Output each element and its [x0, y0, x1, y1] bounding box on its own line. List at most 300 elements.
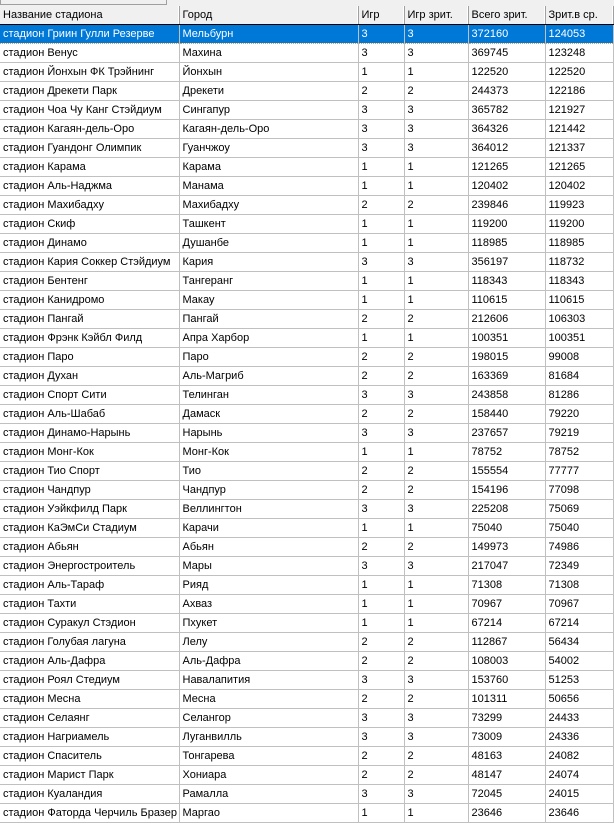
cell-stadium[interactable]: стадион Аль-Тараф — [0, 576, 179, 595]
cell-total-spectators[interactable]: 48163 — [468, 747, 545, 766]
cell-games[interactable]: 2 — [358, 367, 404, 386]
table-row[interactable] — [0, 557, 613, 576]
cell-city[interactable]: Ахваз — [179, 595, 358, 614]
cell-total-spectators[interactable]: 149973 — [468, 538, 545, 557]
cell-average-spectators[interactable]: 51253 — [545, 671, 613, 690]
cell-average-spectators[interactable]: 118343 — [545, 272, 613, 291]
cell-total-spectators[interactable]: 369745 — [468, 44, 545, 63]
cell-games-with-spectators[interactable]: 1 — [404, 177, 468, 196]
cell-total-spectators[interactable]: 243858 — [468, 386, 545, 405]
table-row[interactable] — [0, 405, 613, 424]
cell-stadium[interactable]: стадион Монг-Кок — [0, 443, 179, 462]
cell-total-spectators[interactable]: 364326 — [468, 120, 545, 139]
cell-games[interactable]: 1 — [358, 329, 404, 348]
cell-games-with-spectators[interactable]: 3 — [404, 500, 468, 519]
cell-average-spectators[interactable]: 79219 — [545, 424, 613, 443]
table-row[interactable] — [0, 63, 613, 82]
cell-city[interactable]: Апра Харбор — [179, 329, 358, 348]
table-row[interactable] — [0, 766, 613, 785]
cell-average-spectators[interactable]: 24074 — [545, 766, 613, 785]
cell-city[interactable]: Сингапур — [179, 101, 358, 120]
table-row[interactable] — [0, 671, 613, 690]
cell-stadium[interactable]: стадион Марист Парк — [0, 766, 179, 785]
cell-total-spectators[interactable]: 118985 — [468, 234, 545, 253]
table-row[interactable] — [0, 690, 613, 709]
cell-games[interactable]: 3 — [358, 120, 404, 139]
cell-total-spectators[interactable]: 198015 — [468, 348, 545, 367]
cell-total-spectators[interactable]: 225208 — [468, 500, 545, 519]
column-header-games-with-spectators[interactable]: Игр зрит. — [404, 6, 468, 25]
cell-games-with-spectators[interactable]: 3 — [404, 785, 468, 804]
cell-stadium[interactable]: стадион Бентенг — [0, 272, 179, 291]
table-row[interactable] — [0, 481, 613, 500]
cell-city[interactable]: Телинган — [179, 386, 358, 405]
cell-stadium[interactable]: стадион Спаситель — [0, 747, 179, 766]
cell-games[interactable]: 1 — [358, 576, 404, 595]
table-row[interactable] — [0, 196, 613, 215]
cell-city[interactable]: Карачи — [179, 519, 358, 538]
table-row[interactable] — [0, 443, 613, 462]
cell-games[interactable]: 3 — [358, 557, 404, 576]
table-row[interactable] — [0, 234, 613, 253]
table-row[interactable] — [0, 367, 613, 386]
cell-average-spectators[interactable]: 70967 — [545, 595, 613, 614]
cell-games[interactable]: 1 — [358, 177, 404, 196]
cell-city[interactable]: Рамалла — [179, 785, 358, 804]
cell-games[interactable]: 3 — [358, 424, 404, 443]
cell-city[interactable]: Тангеранг — [179, 272, 358, 291]
cell-city[interactable]: Пхукет — [179, 614, 358, 633]
cell-total-spectators[interactable]: 122520 — [468, 63, 545, 82]
cell-city[interactable]: Веллингтон — [179, 500, 358, 519]
cell-games-with-spectators[interactable]: 1 — [404, 234, 468, 253]
cell-stadium[interactable]: стадион Пангай — [0, 310, 179, 329]
cell-average-spectators[interactable]: 120402 — [545, 177, 613, 196]
table-row[interactable] — [0, 633, 613, 652]
cell-average-spectators[interactable]: 50656 — [545, 690, 613, 709]
cell-total-spectators[interactable]: 118343 — [468, 272, 545, 291]
table-row[interactable] — [0, 177, 613, 196]
cell-games-with-spectators[interactable]: 2 — [404, 405, 468, 424]
table-row[interactable] — [0, 614, 613, 633]
cell-games-with-spectators[interactable]: 3 — [404, 139, 468, 158]
cell-games[interactable]: 3 — [358, 785, 404, 804]
cell-games[interactable]: 3 — [358, 101, 404, 120]
cell-games-with-spectators[interactable]: 3 — [404, 386, 468, 405]
cell-stadium[interactable]: стадион Йонхын ФК Трэйнинг — [0, 63, 179, 82]
cell-average-spectators[interactable]: 123248 — [545, 44, 613, 63]
cell-games-with-spectators[interactable]: 1 — [404, 63, 468, 82]
cell-games-with-spectators[interactable]: 2 — [404, 633, 468, 652]
cell-stadium[interactable]: стадион Энергостроитель — [0, 557, 179, 576]
cell-games[interactable]: 1 — [358, 158, 404, 177]
cell-city[interactable]: Мельбурн — [179, 25, 358, 44]
cell-city[interactable]: Макау — [179, 291, 358, 310]
cell-city[interactable]: Месна — [179, 690, 358, 709]
cell-total-spectators[interactable]: 153760 — [468, 671, 545, 690]
cell-city[interactable]: Кария — [179, 253, 358, 272]
cell-city[interactable]: Махина — [179, 44, 358, 63]
cell-stadium[interactable]: стадион Абьян — [0, 538, 179, 557]
cell-games-with-spectators[interactable]: 2 — [404, 348, 468, 367]
cell-total-spectators[interactable]: 75040 — [468, 519, 545, 538]
cell-games[interactable]: 1 — [358, 234, 404, 253]
cell-games-with-spectators[interactable]: 1 — [404, 329, 468, 348]
cell-city[interactable]: Душанбе — [179, 234, 358, 253]
cell-games[interactable]: 2 — [358, 462, 404, 481]
cell-games-with-spectators[interactable]: 3 — [404, 44, 468, 63]
cell-games-with-spectators[interactable]: 3 — [404, 709, 468, 728]
cell-games[interactable]: 1 — [358, 443, 404, 462]
cell-stadium[interactable]: стадион Карама — [0, 158, 179, 177]
cell-city[interactable]: Гуанчжоу — [179, 139, 358, 158]
cell-games[interactable]: 2 — [358, 82, 404, 101]
cell-games-with-spectators[interactable]: 2 — [404, 310, 468, 329]
cell-city[interactable]: Лелу — [179, 633, 358, 652]
table-row[interactable] — [0, 595, 613, 614]
table-row[interactable] — [0, 310, 613, 329]
cell-total-spectators[interactable]: 372160 — [468, 25, 545, 44]
column-header-games[interactable]: Игр — [358, 6, 404, 25]
cell-total-spectators[interactable]: 155554 — [468, 462, 545, 481]
cell-games[interactable]: 1 — [358, 272, 404, 291]
cell-city[interactable]: Рияд — [179, 576, 358, 595]
table-row[interactable] — [0, 576, 613, 595]
cell-city[interactable]: Тио — [179, 462, 358, 481]
cell-city[interactable]: Абьян — [179, 538, 358, 557]
cell-city[interactable]: Йонхын — [179, 63, 358, 82]
cell-average-spectators[interactable]: 24015 — [545, 785, 613, 804]
column-header-total-spectators[interactable]: Всего зрит. — [468, 6, 545, 25]
table-row[interactable] — [0, 348, 613, 367]
cell-total-spectators[interactable]: 112867 — [468, 633, 545, 652]
cell-games[interactable]: 1 — [358, 519, 404, 538]
cell-city[interactable]: Дамаск — [179, 405, 358, 424]
table-row[interactable] — [0, 82, 613, 101]
cell-stadium[interactable]: стадион Тахти — [0, 595, 179, 614]
table-row[interactable] — [0, 804, 613, 823]
cell-average-spectators[interactable]: 121337 — [545, 139, 613, 158]
cell-average-spectators[interactable]: 78752 — [545, 443, 613, 462]
cell-games[interactable]: 2 — [358, 633, 404, 652]
cell-stadium[interactable]: стадион КаЭмСи Стадиум — [0, 519, 179, 538]
cell-city[interactable]: Аль-Магриб — [179, 367, 358, 386]
column-header-city[interactable]: Город — [179, 6, 358, 25]
cell-total-spectators[interactable]: 71308 — [468, 576, 545, 595]
cell-average-spectators[interactable]: 99008 — [545, 348, 613, 367]
cell-games-with-spectators[interactable]: 1 — [404, 443, 468, 462]
cell-total-spectators[interactable]: 120402 — [468, 177, 545, 196]
table-row[interactable] — [0, 253, 613, 272]
cell-games-with-spectators[interactable]: 2 — [404, 462, 468, 481]
cell-city[interactable]: Хониара — [179, 766, 358, 785]
cell-city[interactable]: Паро — [179, 348, 358, 367]
cell-average-spectators[interactable]: 118732 — [545, 253, 613, 272]
cell-stadium[interactable]: стадион Гуандонг Олимпик — [0, 139, 179, 158]
cell-games[interactable]: 2 — [358, 348, 404, 367]
cell-games-with-spectators[interactable]: 3 — [404, 120, 468, 139]
cell-games-with-spectators[interactable]: 1 — [404, 158, 468, 177]
cell-games-with-spectators[interactable]: 3 — [404, 253, 468, 272]
cell-stadium[interactable]: стадион Динамо-Нарынь — [0, 424, 179, 443]
table-row[interactable] — [0, 500, 613, 519]
cell-city[interactable]: Махибадху — [179, 196, 358, 215]
cell-stadium[interactable]: стадион Аль-Шабаб — [0, 405, 179, 424]
table-row[interactable] — [0, 25, 613, 44]
cell-total-spectators[interactable]: 158440 — [468, 405, 545, 424]
cell-total-spectators[interactable]: 108003 — [468, 652, 545, 671]
cell-total-spectators[interactable]: 237657 — [468, 424, 545, 443]
cell-average-spectators[interactable]: 24336 — [545, 728, 613, 747]
cell-average-spectators[interactable]: 77098 — [545, 481, 613, 500]
cell-games-with-spectators[interactable]: 2 — [404, 367, 468, 386]
table-row[interactable] — [0, 728, 613, 747]
cell-stadium[interactable]: стадион Роял Стедиум — [0, 671, 179, 690]
cell-games-with-spectators[interactable]: 2 — [404, 538, 468, 557]
cell-games-with-spectators[interactable]: 2 — [404, 652, 468, 671]
cell-city[interactable]: Монг-Кок — [179, 443, 358, 462]
cell-average-spectators[interactable]: 110615 — [545, 291, 613, 310]
cell-total-spectators[interactable]: 101311 — [468, 690, 545, 709]
cell-average-spectators[interactable]: 56434 — [545, 633, 613, 652]
table-row[interactable] — [0, 215, 613, 234]
cell-games-with-spectators[interactable]: 1 — [404, 576, 468, 595]
cell-games[interactable]: 1 — [358, 63, 404, 82]
cell-average-spectators[interactable]: 77777 — [545, 462, 613, 481]
cell-games-with-spectators[interactable]: 2 — [404, 196, 468, 215]
cell-average-spectators[interactable]: 54002 — [545, 652, 613, 671]
cell-total-spectators[interactable]: 244373 — [468, 82, 545, 101]
cell-games-with-spectators[interactable]: 1 — [404, 291, 468, 310]
cell-total-spectators[interactable]: 78752 — [468, 443, 545, 462]
cell-stadium[interactable]: стадион Чандпур — [0, 481, 179, 500]
cell-average-spectators[interactable]: 100351 — [545, 329, 613, 348]
cell-city[interactable]: Тонгарева — [179, 747, 358, 766]
cell-games[interactable]: 3 — [358, 25, 404, 44]
cell-total-spectators[interactable]: 239846 — [468, 196, 545, 215]
cell-average-spectators[interactable]: 119923 — [545, 196, 613, 215]
cell-city[interactable]: Карама — [179, 158, 358, 177]
cell-average-spectators[interactable]: 119200 — [545, 215, 613, 234]
cell-stadium[interactable]: стадион Гриин Гулли Резерве — [0, 25, 179, 44]
cell-games-with-spectators[interactable]: 3 — [404, 728, 468, 747]
cell-stadium[interactable]: стадион Кария Соккер Стэйдиум — [0, 253, 179, 272]
cell-total-spectators[interactable]: 212606 — [468, 310, 545, 329]
table-row[interactable] — [0, 120, 613, 139]
cell-total-spectators[interactable]: 356197 — [468, 253, 545, 272]
cell-games[interactable]: 2 — [358, 196, 404, 215]
cell-games-with-spectators[interactable]: 3 — [404, 101, 468, 120]
cell-average-spectators[interactable]: 24433 — [545, 709, 613, 728]
table-row[interactable] — [0, 424, 613, 443]
cell-stadium[interactable]: стадион Махибадху — [0, 196, 179, 215]
table-row[interactable] — [0, 329, 613, 348]
cell-total-spectators[interactable]: 119200 — [468, 215, 545, 234]
cell-city[interactable]: Маргао — [179, 804, 358, 823]
cell-average-spectators[interactable]: 121265 — [545, 158, 613, 177]
cell-games[interactable]: 3 — [358, 671, 404, 690]
cell-stadium[interactable]: стадион Аль-Наджма — [0, 177, 179, 196]
cell-stadium[interactable]: стадион Динамо — [0, 234, 179, 253]
cell-stadium[interactable]: стадион Кагаян-дель-Оро — [0, 120, 179, 139]
cell-games-with-spectators[interactable]: 2 — [404, 481, 468, 500]
cell-stadium[interactable]: стадион Фаторда Черчиль Бразер — [0, 804, 179, 823]
cell-average-spectators[interactable]: 106303 — [545, 310, 613, 329]
cell-stadium[interactable]: стадион Дрекети Парк — [0, 82, 179, 101]
cell-total-spectators[interactable]: 100351 — [468, 329, 545, 348]
cell-games[interactable]: 3 — [358, 386, 404, 405]
cell-average-spectators[interactable]: 71308 — [545, 576, 613, 595]
cell-stadium[interactable]: стадион Тио Спорт — [0, 462, 179, 481]
cell-games-with-spectators[interactable]: 1 — [404, 272, 468, 291]
cell-stadium[interactable]: стадион Духан — [0, 367, 179, 386]
cell-games-with-spectators[interactable]: 1 — [404, 519, 468, 538]
table-row[interactable] — [0, 785, 613, 804]
cell-average-spectators[interactable]: 122186 — [545, 82, 613, 101]
cell-games[interactable]: 3 — [358, 728, 404, 747]
cell-average-spectators[interactable]: 122520 — [545, 63, 613, 82]
cell-total-spectators[interactable]: 365782 — [468, 101, 545, 120]
cell-games-with-spectators[interactable]: 2 — [404, 766, 468, 785]
cell-total-spectators[interactable]: 67214 — [468, 614, 545, 633]
cell-average-spectators[interactable]: 24082 — [545, 747, 613, 766]
cell-stadium[interactable]: стадион Селаянг — [0, 709, 179, 728]
cell-total-spectators[interactable]: 364012 — [468, 139, 545, 158]
cell-average-spectators[interactable]: 121442 — [545, 120, 613, 139]
table-row[interactable] — [0, 44, 613, 63]
cell-stadium[interactable]: стадион Венус — [0, 44, 179, 63]
cell-total-spectators[interactable]: 48147 — [468, 766, 545, 785]
cell-stadium[interactable]: стадион Куаландия — [0, 785, 179, 804]
table-row[interactable] — [0, 538, 613, 557]
cell-games-with-spectators[interactable]: 1 — [404, 595, 468, 614]
cell-city[interactable]: Чандпур — [179, 481, 358, 500]
cell-games-with-spectators[interactable]: 3 — [404, 671, 468, 690]
cell-games[interactable]: 2 — [358, 652, 404, 671]
cell-total-spectators[interactable]: 217047 — [468, 557, 545, 576]
cell-city[interactable]: Селангор — [179, 709, 358, 728]
cell-games[interactable]: 3 — [358, 709, 404, 728]
cell-games[interactable]: 2 — [358, 766, 404, 785]
cell-average-spectators[interactable]: 81286 — [545, 386, 613, 405]
table-row[interactable] — [0, 747, 613, 766]
cell-games-with-spectators[interactable]: 3 — [404, 25, 468, 44]
cell-average-spectators[interactable]: 124053 — [545, 25, 613, 44]
cell-city[interactable]: Луганвилль — [179, 728, 358, 747]
cell-city[interactable]: Нарынь — [179, 424, 358, 443]
cell-games[interactable]: 3 — [358, 44, 404, 63]
cell-games-with-spectators[interactable]: 2 — [404, 747, 468, 766]
table-row[interactable] — [0, 386, 613, 405]
cell-games-with-spectators[interactable]: 1 — [404, 614, 468, 633]
cell-stadium[interactable]: стадион Нагриамель — [0, 728, 179, 747]
cell-games-with-spectators[interactable]: 3 — [404, 424, 468, 443]
table-row[interactable] — [0, 272, 613, 291]
table-row[interactable] — [0, 462, 613, 481]
cell-games[interactable]: 2 — [358, 481, 404, 500]
cell-games[interactable]: 1 — [358, 215, 404, 234]
cell-city[interactable]: Аль-Дафра — [179, 652, 358, 671]
cell-stadium[interactable]: стадион Суракул Стэдион — [0, 614, 179, 633]
cell-average-spectators[interactable]: 118985 — [545, 234, 613, 253]
column-header-average-spectators[interactable]: Зрит.в ср. — [545, 6, 613, 25]
cell-stadium[interactable]: стадион Аль-Дафра — [0, 652, 179, 671]
cell-total-spectators[interactable]: 73009 — [468, 728, 545, 747]
cell-games[interactable]: 1 — [358, 614, 404, 633]
partial-tab[interactable] — [0, 0, 167, 5]
cell-games[interactable]: 2 — [358, 747, 404, 766]
cell-games-with-spectators[interactable]: 1 — [404, 804, 468, 823]
cell-games-with-spectators[interactable]: 2 — [404, 82, 468, 101]
cell-stadium[interactable]: стадион Голубая лагуна — [0, 633, 179, 652]
table-row[interactable] — [0, 101, 613, 120]
cell-total-spectators[interactable]: 163369 — [468, 367, 545, 386]
cell-games[interactable]: 1 — [358, 595, 404, 614]
cell-total-spectators[interactable]: 154196 — [468, 481, 545, 500]
cell-stadium[interactable]: стадион Фрэнк Кэйбл Филд — [0, 329, 179, 348]
cell-stadium[interactable]: стадион Скиф — [0, 215, 179, 234]
table-row[interactable] — [0, 652, 613, 671]
cell-games-with-spectators[interactable]: 1 — [404, 215, 468, 234]
table-row[interactable] — [0, 158, 613, 177]
cell-stadium[interactable]: стадион Паро — [0, 348, 179, 367]
cell-games[interactable]: 1 — [358, 291, 404, 310]
cell-games[interactable]: 2 — [358, 690, 404, 709]
cell-games[interactable]: 1 — [358, 804, 404, 823]
cell-city[interactable]: Навалапития — [179, 671, 358, 690]
cell-average-spectators[interactable]: 79220 — [545, 405, 613, 424]
cell-total-spectators[interactable]: 110615 — [468, 291, 545, 310]
cell-stadium[interactable]: стадион Чоа Чу Канг Стэйдиум — [0, 101, 179, 120]
cell-average-spectators[interactable]: 81684 — [545, 367, 613, 386]
table-row[interactable] — [0, 291, 613, 310]
cell-games-with-spectators[interactable]: 2 — [404, 690, 468, 709]
cell-stadium[interactable]: стадион Канидромо — [0, 291, 179, 310]
cell-games[interactable]: 2 — [358, 538, 404, 557]
cell-total-spectators[interactable]: 23646 — [468, 804, 545, 823]
cell-city[interactable]: Дрекети — [179, 82, 358, 101]
cell-games-with-spectators[interactable]: 3 — [404, 557, 468, 576]
table-row[interactable] — [0, 519, 613, 538]
cell-city[interactable]: Ташкент — [179, 215, 358, 234]
cell-games[interactable]: 3 — [358, 500, 404, 519]
cell-total-spectators[interactable]: 70967 — [468, 595, 545, 614]
column-header-stadium[interactable]: Название стадиона — [0, 6, 179, 25]
cell-stadium[interactable]: стадион Уэйкфилд Парк — [0, 500, 179, 519]
cell-total-spectators[interactable]: 72045 — [468, 785, 545, 804]
cell-total-spectators[interactable]: 73299 — [468, 709, 545, 728]
table-row[interactable] — [0, 709, 613, 728]
cell-games[interactable]: 2 — [358, 405, 404, 424]
stadium-grid[interactable] — [0, 6, 614, 823]
table-row[interactable] — [0, 139, 613, 158]
cell-average-spectators[interactable]: 23646 — [545, 804, 613, 823]
cell-stadium[interactable]: стадион Спорт Сити — [0, 386, 179, 405]
cell-games[interactable]: 3 — [358, 139, 404, 158]
cell-average-spectators[interactable]: 121927 — [545, 101, 613, 120]
cell-average-spectators[interactable]: 74986 — [545, 538, 613, 557]
cell-games[interactable]: 2 — [358, 310, 404, 329]
cell-city[interactable]: Пангай — [179, 310, 358, 329]
cell-average-spectators[interactable]: 75069 — [545, 500, 613, 519]
cell-average-spectators[interactable]: 75040 — [545, 519, 613, 538]
cell-city[interactable]: Манама — [179, 177, 358, 196]
cell-average-spectators[interactable]: 67214 — [545, 614, 613, 633]
cell-average-spectators[interactable]: 72349 — [545, 557, 613, 576]
cell-city[interactable]: Мары — [179, 557, 358, 576]
cell-stadium[interactable]: стадион Месна — [0, 690, 179, 709]
cell-total-spectators[interactable]: 121265 — [468, 158, 545, 177]
